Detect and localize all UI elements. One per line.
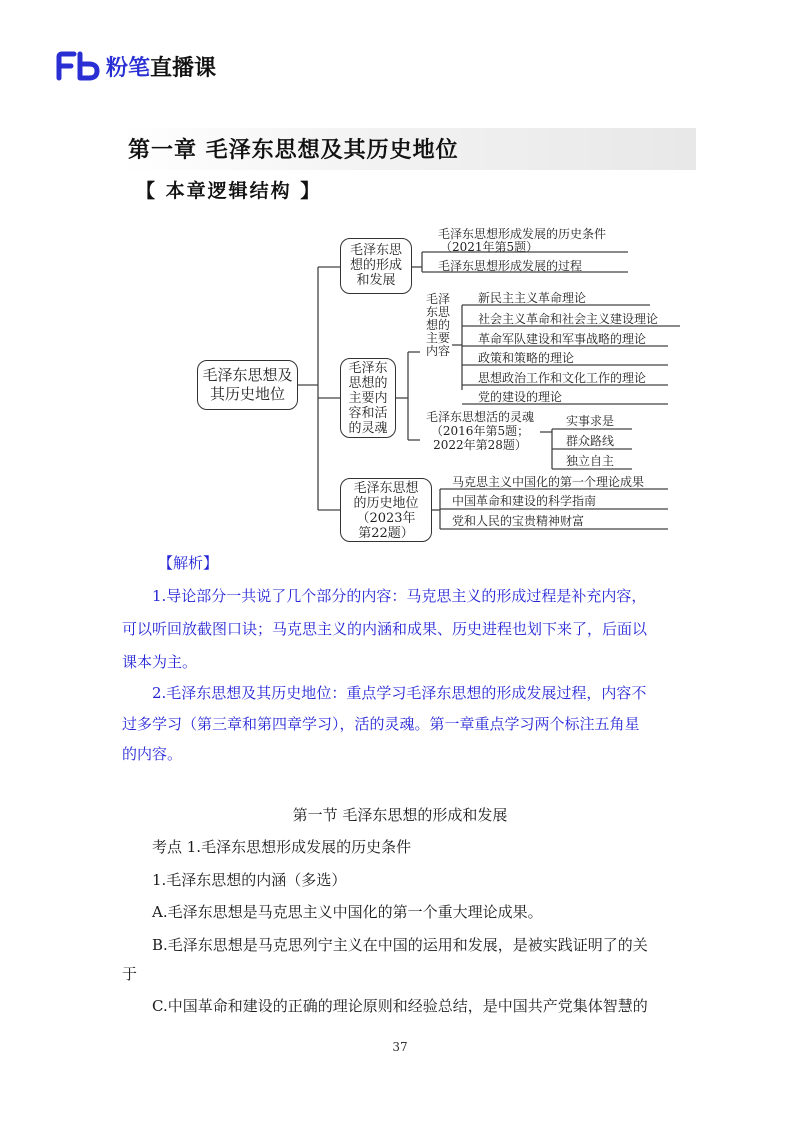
mindmap-root-line: 毛泽东思想及 [202,366,293,384]
mindmap-leaf: （2021年第5题） [440,240,539,254]
mindmap-node-line: 毛泽东 [348,361,388,376]
mindmap-root-line: 其历史地位 [209,385,285,403]
mindmap-sub-line: 主要 [425,331,450,345]
option-b-line: B.毛泽东思想是马克思列宁主义在中国的运用和发展，是被实践证明了的关 [152,936,648,954]
mindmap-node-line: 的历史地位 [353,496,419,511]
analysis-p1-line: 1.导论部分一共说了几个部分的内容：马克思主义的形成过程是补充内容， [152,587,647,605]
chapter-title: 第一章 毛泽东思想及其历史地位 [128,138,459,163]
mindmap-node-line: 第22题） [358,526,414,541]
question-title: 1.毛泽东思想的内涵（多选） [152,871,347,889]
mindmap-sub-line: 内容 [425,344,450,358]
mindmap-node-line: 毛泽东思 [349,243,402,258]
mindmap-leaf: 马克思主义中国化的第一个理论成果 [452,475,645,489]
mindmap-sub-line: （2016年第5题； [430,424,530,438]
mindmap-sub-line: 2022年第28题） [433,438,527,452]
mindmap-leaf: 毛泽东思想形成发展的过程 [438,259,583,273]
analysis-label: 【解析】 [158,554,219,572]
mindmap-leaf: 党和人民的宝贵精神财富 [452,514,585,528]
mindmap-node-line: 和发展 [356,273,396,288]
section-title: 第一节 毛泽东思想的形成和发展 [292,806,508,824]
mindmap-node-formation-label [340,243,412,288]
mindmap-node-status-label [340,481,432,541]
option-b-line: 于 [122,965,138,983]
brand-text: 粉笔 [106,55,151,81]
mindmap-node-line: 的灵魂 [348,421,388,436]
brand-name [106,51,216,82]
mindmap-node-line: （2023年 [356,511,416,526]
option-a: A.毛泽东思想是马克思主义中国化的第一个重大理论成果。 [152,903,543,921]
analysis-p2-line: 过多学习（第三章和第四章学习），活的灵魂。第一章重点学习两个标注五角星 [122,715,640,733]
mindmap-sub-line: 毛泽东思想活的灵魂 [425,410,534,424]
mindmap-node-line: 想的形成 [349,258,402,273]
mindmap-node-line: 毛泽东思想 [353,481,419,496]
mindmap-sub-main-content [424,293,452,358]
mindmap-leaf: 中国革命和建设的科学指南 [452,494,597,508]
mindmap-leaf: 实事求是 [566,414,615,428]
analysis-p2-line: 的内容。 [122,745,183,763]
mindmap-sub-line: 想的 [425,318,450,332]
brand-logo [56,48,216,84]
mindmap-leaf: 毛泽东思想形成发展的历史条件 [438,227,607,241]
exam-point: 考点 1.毛泽东思想形成发展的历史条件 [152,838,412,856]
mindmap-leaf: 独立自主 [566,454,615,468]
analysis-p1-line: 课本为主。 [122,653,198,671]
mindmap-node-line: 思想的 [348,376,388,391]
mindmap-leaf: 思想政治工作和文化工作的理论 [478,371,647,385]
mindmap-leaf: 社会主义革命和社会主义建设理论 [478,312,659,326]
product-text: 直播课 [150,55,217,81]
mindmap-sub-line: 毛泽 [425,292,450,306]
mindmap-sub-living-soul [420,410,540,452]
mindmap-leaf: 群众路线 [566,434,615,448]
option-c: C.中国革命和建设的正确的理论原则和经验总结，是中国共产党集体智慧的 [152,997,648,1015]
mindmap-sub-line: 东思 [425,305,450,319]
analysis-p1-line: 可以听回放截图口诀；马克思主义的内涵和成果、历史进程也划下来了，后面以 [122,620,648,638]
mindmap-root-label [197,366,298,404]
logic-structure-title: 【 本章逻辑结构 】 [136,180,322,202]
mindmap-node-line: 容和活 [348,406,388,421]
fb-logo-icon [56,51,100,81]
mindmap-leaf: 新民主主义革命理论 [478,291,587,305]
analysis-p2-line: 2.毛泽东思想及其历史地位：重点学习毛泽东思想的形成发展过程，内容不 [152,684,647,702]
mindmap-node-content-label [340,361,396,436]
mindmap-leaf: 革命军队建设和军事战略的理论 [478,332,647,346]
mindmap-leaf: 政策和策略的理论 [478,351,575,365]
page-number: 37 [392,1040,408,1054]
mindmap-leaf: 党的建设的理论 [478,390,563,404]
mindmap-node-line: 主要内 [348,391,388,406]
